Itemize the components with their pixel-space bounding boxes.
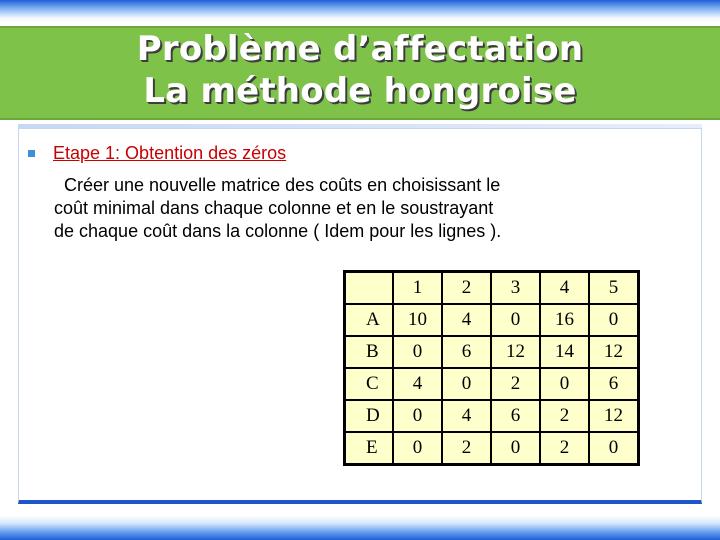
table-cell: 0 xyxy=(589,432,638,464)
description-line-3: de chaque coût dans la colonne ( Idem pour les lignes ). xyxy=(54,221,502,241)
table-cell: 2 xyxy=(442,432,491,464)
table-cell: 6 xyxy=(442,336,491,368)
corner-cell xyxy=(345,272,393,304)
description-line-2: coût minimal dans chaque colonne et en le soustrayant xyxy=(54,198,494,218)
table-cell: 4 xyxy=(393,368,442,400)
table-cell: 2 xyxy=(491,368,540,400)
table-cell: 4 xyxy=(442,400,491,432)
table-row xyxy=(345,336,638,368)
table-cell: 6 xyxy=(589,368,638,400)
table-cell: 14 xyxy=(540,336,589,368)
row-label: E xyxy=(345,432,393,464)
row-label: D xyxy=(345,400,393,432)
title-line-2: La méthode hongroise xyxy=(143,71,577,111)
table-cell: 12 xyxy=(491,336,540,368)
column-header: 5 xyxy=(589,272,638,304)
table-row xyxy=(345,432,638,464)
table-row xyxy=(345,304,638,336)
table-cell: 4 xyxy=(442,304,491,336)
description-line-1: Créer une nouvelle matrice des coûts en choisissant le xyxy=(64,175,501,195)
row-label: B xyxy=(345,336,393,368)
column-header: 2 xyxy=(442,272,491,304)
table-cell: 0 xyxy=(491,432,540,464)
title-line-1: Problème d’affectation xyxy=(136,29,584,69)
table-cell: 10 xyxy=(393,304,442,336)
table-header-row xyxy=(345,272,638,304)
table-cell: 2 xyxy=(540,400,589,432)
table-cell: 12 xyxy=(589,336,638,368)
column-header: 1 xyxy=(393,272,442,304)
step-description xyxy=(54,174,654,243)
table-cell: 0 xyxy=(442,368,491,400)
bottom-decorative-bar xyxy=(0,516,720,540)
table-cell: 0 xyxy=(393,336,442,368)
slide-title xyxy=(0,28,720,112)
table-cell: 0 xyxy=(589,304,638,336)
table-cell: 0 xyxy=(491,304,540,336)
cost-matrix-table xyxy=(343,270,640,466)
table-cell: 0 xyxy=(393,400,442,432)
table-cell: 0 xyxy=(393,432,442,464)
column-header: 3 xyxy=(491,272,540,304)
table-row xyxy=(345,400,638,432)
row-label: A xyxy=(345,304,393,336)
table-cell: 0 xyxy=(540,368,589,400)
top-decorative-bar xyxy=(0,0,720,24)
square-bullet-icon xyxy=(28,150,35,157)
step-heading: Etape 1: Obtention des zéros xyxy=(53,142,287,163)
table-cell: 2 xyxy=(540,432,589,464)
table-row xyxy=(345,368,638,400)
row-label: C xyxy=(345,368,393,400)
table-cell: 6 xyxy=(491,400,540,432)
column-header: 4 xyxy=(540,272,589,304)
step-bullet-row xyxy=(28,141,286,165)
table-cell: 16 xyxy=(540,304,589,336)
table-cell: 12 xyxy=(589,400,638,432)
